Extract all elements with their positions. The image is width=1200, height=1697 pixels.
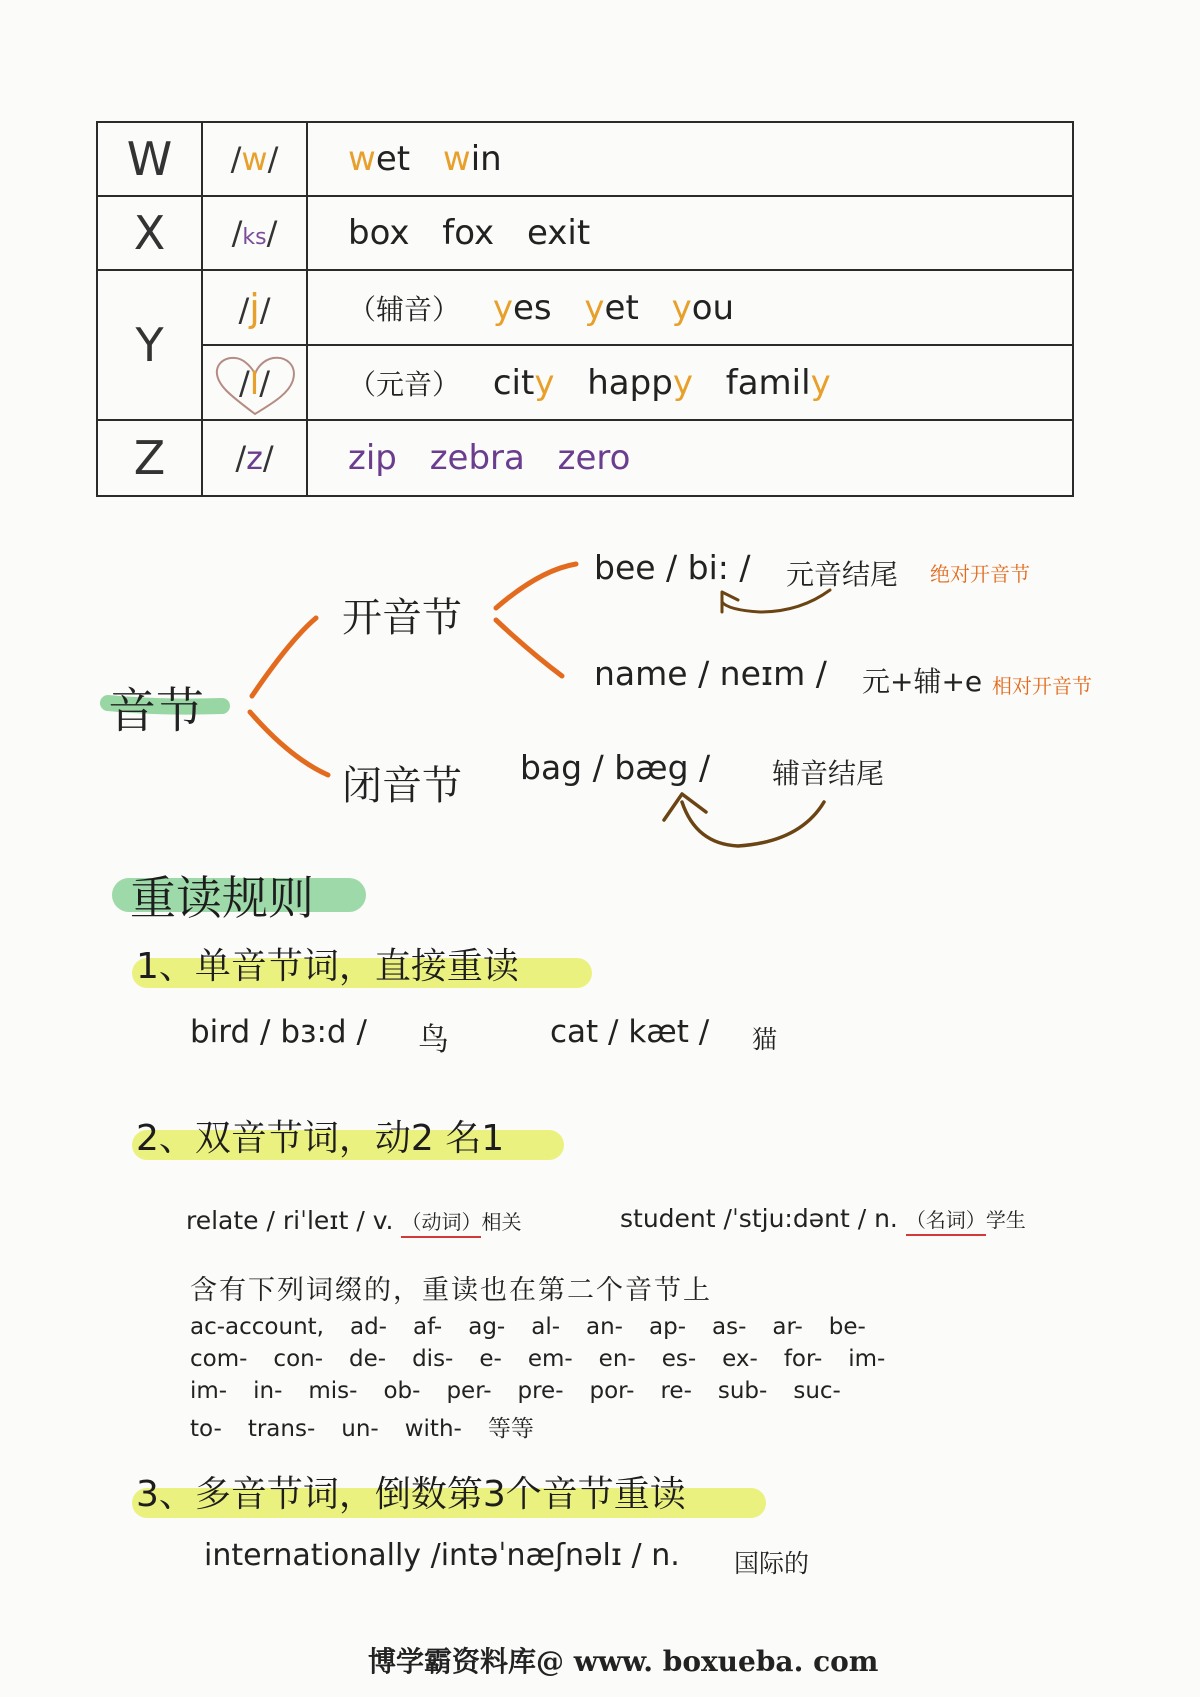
- rule3-example-cn: 国际的: [734, 1549, 810, 1578]
- rule3-example: internationally /intəˈnæʃnəlɪ / n.: [204, 1538, 680, 1573]
- open-example-1: bee / bi: /: [594, 548, 751, 587]
- ipa-cell: /I/: [202, 345, 307, 420]
- affix-line: ac-account, ad- af- ag- al- an- ap- as- ar- be-: [190, 1314, 866, 1340]
- ipa-cell: /j/: [202, 270, 307, 345]
- phonics-table: [96, 121, 1074, 497]
- ipa-cell: /ks/: [202, 196, 307, 270]
- open-example-1-note: 元音结尾: [786, 558, 899, 591]
- open-example-2: name / neɪm /: [594, 654, 827, 693]
- ipa-cell: /z/: [202, 420, 307, 496]
- table-row: [97, 345, 1073, 420]
- example-words: wet win: [307, 122, 1073, 196]
- open-example-2-note: 元+辅+e: [862, 665, 983, 698]
- rule1-example-2: cat / kæt /: [550, 1014, 710, 1050]
- affix-line: to- trans- un- with- 等等: [190, 1416, 534, 1442]
- relative-open-tag: 相对开音节: [992, 674, 1092, 698]
- affix-note: 含有下列词缀的，重读也在第二个音节上: [190, 1275, 712, 1306]
- table-row: [97, 196, 1073, 270]
- letter-cell: Z: [97, 420, 202, 496]
- table-row: [97, 420, 1073, 496]
- closed-example-note: 辅音结尾: [772, 757, 885, 790]
- closed-example: bag / bæg /: [520, 748, 711, 787]
- syllable-root: 音节: [108, 683, 205, 739]
- letter-cell: Y: [97, 270, 202, 420]
- closed-syllable-label: 闭音节: [342, 763, 462, 809]
- rule2-example-1: relate / riˈleɪt / v. （动词）相关: [186, 1206, 521, 1235]
- rules-title: 重读规则: [130, 871, 314, 925]
- ipa-cell: /w/: [202, 122, 307, 196]
- watermark-footer: 博学霸资料库@ www. boxueba. com: [368, 1645, 879, 1678]
- affix-line: im- in- mis- ob- per- pre- por- re- sub- suc-: [190, 1378, 841, 1404]
- example-words: box fox exit: [307, 196, 1073, 270]
- rule1-title: 1、单音节词，直接重读: [136, 946, 519, 987]
- table-row: [97, 270, 1073, 345]
- affix-line: com- con- de- dis- e- em- en- es- ex- for- im-: [190, 1346, 886, 1372]
- rule1-example-2-cn: 猫: [752, 1025, 778, 1054]
- rule1-example-1: bird / bɜ:d /: [190, 1014, 367, 1050]
- example-words: zip zebra zero: [307, 420, 1073, 496]
- letter-cell: W: [97, 122, 202, 196]
- example-words: （元音） city happy family: [307, 345, 1073, 420]
- rule2-example-2: student /ˈstju:dənt / n. （名词）学生: [620, 1204, 1026, 1233]
- table-row: [97, 122, 1073, 196]
- open-syllable-label: 开音节: [342, 595, 462, 641]
- absolute-open-tag: 绝对开音节: [930, 562, 1030, 586]
- rule2-title: 2、双音节词，动2 名1: [136, 1118, 505, 1159]
- letter-cell: X: [97, 196, 202, 270]
- rule1-example-1-cn: 鸟: [418, 1022, 449, 1058]
- example-words: （辅音） yes yet you: [307, 270, 1073, 345]
- rule3-title: 3、多音节词，倒数第3个音节重读: [136, 1474, 686, 1515]
